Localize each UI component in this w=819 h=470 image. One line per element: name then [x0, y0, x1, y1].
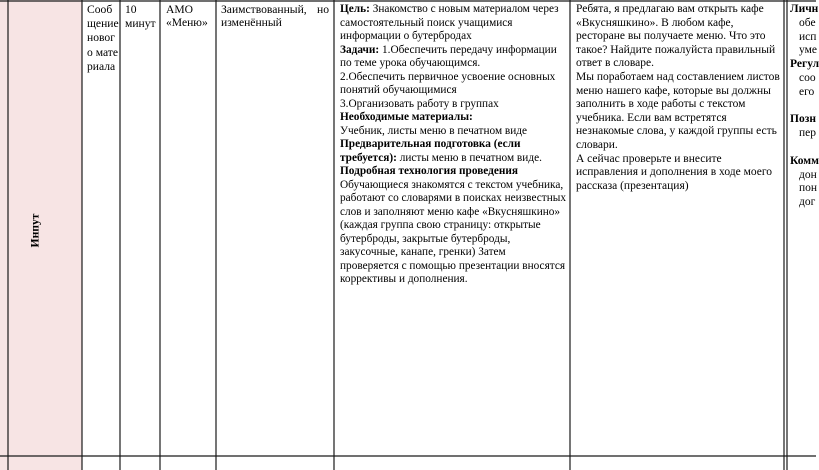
teacher-speech-cell — [576, 3, 781, 193]
uud-regulatory-label: Регул — [790, 58, 819, 71]
stage-name: Сообщение нового материала — [87, 3, 119, 73]
uud-communicative-label: Комм — [790, 154, 819, 167]
method-cell — [166, 3, 214, 30]
tech-text: Обучающиеся знакомятся с текстом учебника, работают со словарями в поисках неизвестных слов и заполняют меню кафе «Вкусняшкино» (каждая группа свою страницу: открытые бутерброды, закрытые бутерброды, закусочные, канапе, гренки) Затем проверяется с помощью презентации вносятся коррективы и дополнения. — [340, 178, 566, 285]
task-3: 3.Организовать работу в группах — [340, 97, 499, 110]
materials-text: Учебник, листы меню в печатном виде — [340, 124, 528, 137]
goal-text: Знакомство с новым материалом через самостоятельный поиск учащимися информации о бутербродах — [340, 3, 559, 42]
uud-line-2: обе — [799, 16, 816, 29]
uud-cell — [790, 3, 819, 210]
prep-label: Предварительная подготовка (если требуется): — [340, 138, 521, 164]
source-cell — [221, 3, 329, 30]
prep-line — [340, 138, 566, 165]
task-2: 2.Обеспечить первичное усвоение основных понятий обучающимися — [340, 70, 556, 96]
uud-line-11: дон — [799, 168, 817, 181]
uud-line-4: уме — [799, 44, 817, 57]
method: АМО «Меню» — [166, 3, 208, 30]
uud-personal-label: Личн — [790, 3, 819, 15]
tasks-label: Задачи: — [340, 43, 380, 56]
uud-line-12: пон — [799, 182, 818, 195]
uud-line-13: дог — [799, 196, 816, 209]
uud-cognitive-label: Позн — [790, 113, 816, 126]
tasks-line — [340, 44, 566, 71]
goal-line — [340, 3, 566, 44]
duration-cell — [125, 3, 157, 31]
duration: 10 минут — [125, 3, 156, 31]
stage-name-cell — [87, 3, 119, 74]
source: Заимствованный, но изменённый — [221, 3, 329, 30]
teacher-activity-cell — [340, 3, 566, 287]
stage-text: Инпут — [28, 213, 42, 247]
uud-line-6: соо — [799, 71, 816, 84]
speech-p3: А сейчас проверьте и внесите исправления и дополнения в ходе моего рассказа (презентация) — [576, 152, 773, 192]
goal-label: Цель: — [340, 3, 370, 15]
uud-line-7: его — [799, 85, 815, 98]
uud-line-9: пер — [799, 127, 817, 140]
materials-label: Необходимые материалы: — [340, 111, 473, 123]
speech-p2: Мы поработаем над составлением листов меню нашего кафе, которые вы должны заполнить в ходе работы с текстом учебника. Если вам встретятся незнакомые слова, у каждой группы есть словари. — [576, 70, 780, 151]
stage-label — [23, 160, 47, 300]
uud-line-3: исп — [799, 30, 817, 43]
tech-label: Подробная технология проведения — [340, 165, 519, 177]
prep-text: листы меню в печатном виде. — [399, 151, 542, 164]
uud-spacer-2 — [790, 141, 816, 155]
speech-p1: Ребята, я предлагаю вам открыть кафе «Вкусняшкино». В любом кафе, ресторане вы получаете меню. Что это такое? Найдите пожалуйста правильный ответ в словаре. — [576, 3, 776, 70]
task-1: 1.Обеспечить передачу информации по теме урока обучающимся. — [340, 43, 557, 69]
uud-spacer-1 — [790, 100, 816, 114]
